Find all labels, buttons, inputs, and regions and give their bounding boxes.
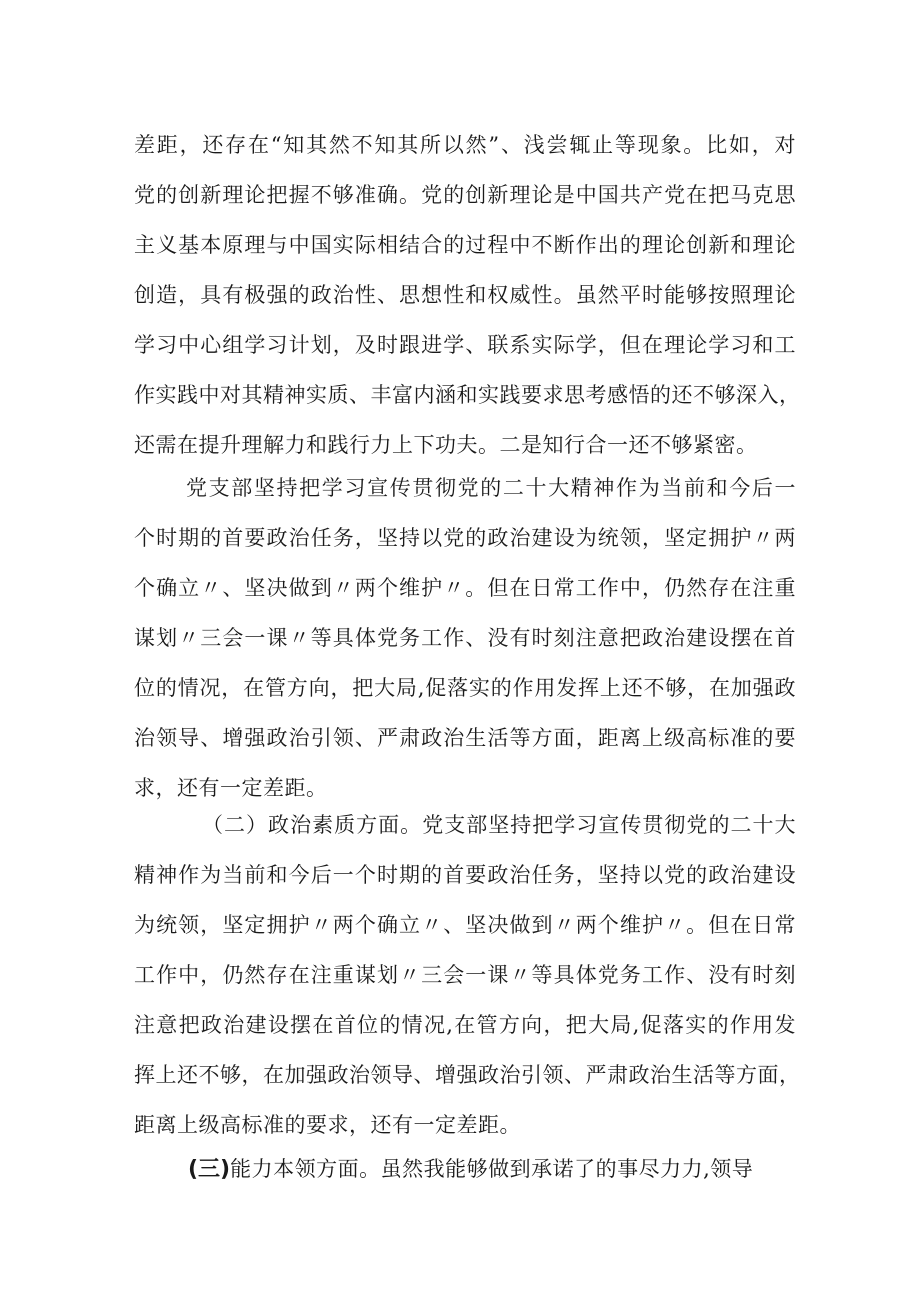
text-line: 党的创新理论把握不够准确。党的创新理论是中国共产党在把马克思: [134, 183, 796, 207]
text-line: 求，还有一定差距。: [134, 776, 328, 800]
text-line: 精神作为当前和今后一个时期的首要政治任务，坚持以党的政治建设: [134, 863, 796, 887]
text-line: 距离上级高标准的要求，还有一定差距。: [134, 1113, 521, 1137]
text-line: 主义基本原理与中国实际相结合的过程中不断作出的理论创新和理论: [134, 233, 796, 257]
text-line: 学习中心组学习计划，及时跟进学、联系实际学，但在理论学习和工: [134, 333, 796, 357]
section-text: 能力本领方面。虽然我能够做到承诺了的事尽力力,领导: [230, 1157, 754, 1181]
text-line: 挥上还不够，在加强政治领导、增强政治引领、严肃政治生活等方面，: [134, 1063, 801, 1087]
text-line: （二）政治素质方面。党支部坚持把学习宣传贯彻党的二十大: [202, 813, 796, 837]
text-line: 党支部坚持把学习宣传贯彻党的二十大精神作为当前和今后一: [186, 476, 796, 500]
text-line: 作实践中对其精神实质、丰富内涵和实践要求思考感悟的还不够深入，: [134, 383, 801, 407]
paragraph-3: [134, 800, 801, 1150]
text-line: [134, 1144, 796, 1194]
text-line: 还需在提升理解力和践行力上下功夫。二是知行合一还不够紧密。: [134, 433, 758, 457]
text-line: 个确立〃、坚决做到〃两个维护〃。但在日常工作中，仍然存在注重: [134, 576, 796, 600]
text-line: 个时期的首要政治任务，坚持以党的政治建设为统领，坚定拥护〃两: [134, 526, 796, 550]
paragraph-1: [134, 120, 801, 470]
section-number: (三): [188, 1157, 231, 1182]
paragraph-4: [134, 1144, 796, 1194]
text-line: 工作中，仍然存在注重谋划〃三会一课〃等具体党务工作、没有时刻: [134, 963, 796, 987]
text-line: 谋划〃三会一课〃等具体党务工作、没有时刻注意把政治建设摆在首: [134, 626, 796, 650]
text-line: 差距，还存在“知其然不知其所以然”、浅尝辄止等现象。比如，对: [134, 133, 796, 157]
text-line: 位的情况，在管方向，把大局,促落实的作用发挥上还不够，在加强政: [134, 676, 796, 700]
text-line: 治领导、增强政治引领、严肃政治生活等方面，距离上级高标准的要: [134, 726, 796, 750]
text-line: 创造，具有极强的政治性、思想性和权威性。虽然平时能够按照理论: [134, 283, 796, 307]
text-line: 注意把政治建设摆在首位的情况,在管方向，把大局,促落实的作用发: [134, 1013, 796, 1037]
text-line: 为统领，坚定拥护〃两个确立〃、坚决做到〃两个维护〃。但在日常: [134, 913, 796, 937]
paragraph-2: [134, 463, 796, 813]
